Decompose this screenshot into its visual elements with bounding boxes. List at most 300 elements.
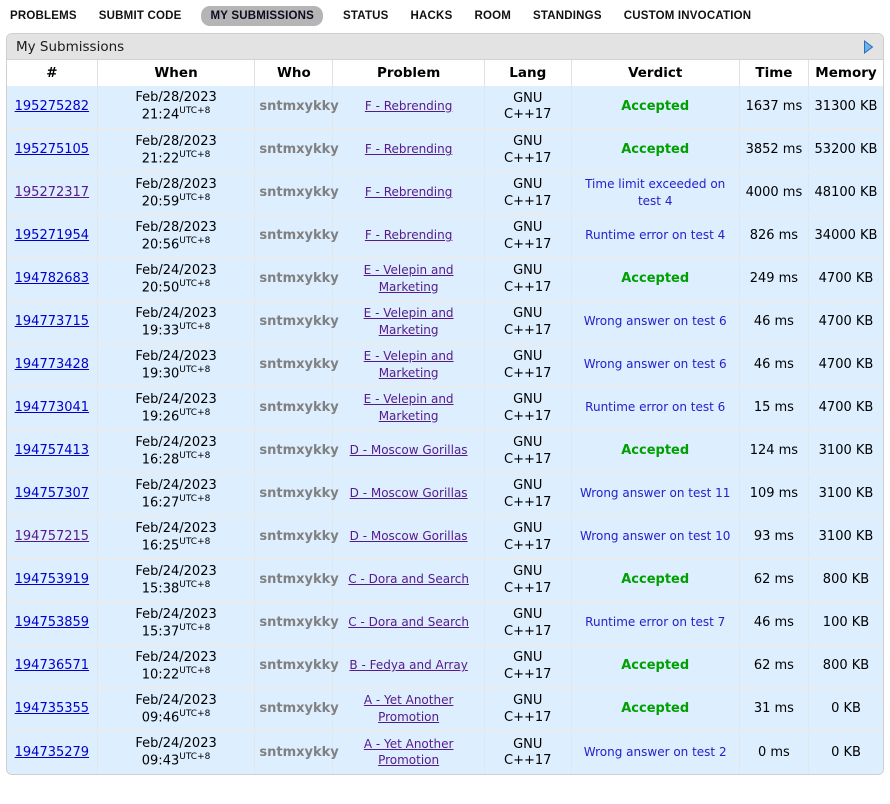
who-cell <box>255 258 339 301</box>
when-cell <box>97 129 255 172</box>
submission-time: $20:50^{UTC+8}$ <box>141 278 211 296</box>
column-header: # <box>46 65 58 81</box>
panel-caption <box>7 34 883 60</box>
submission-id-link[interactable]: 195275282 <box>14 98 90 114</box>
table-header-row <box>7 60 883 86</box>
exec-time-value: 4000 ms <box>745 185 803 201</box>
submission-date: Feb/24/2023 <box>135 736 217 752</box>
language-label: GNU C++17 <box>504 435 552 467</box>
verdict-cell <box>571 215 739 258</box>
submission-date: Feb/28/2023 <box>135 90 217 106</box>
verdict-cell <box>571 258 739 301</box>
time-cell <box>739 688 808 731</box>
submission-id-cell <box>7 731 97 774</box>
submission-id-cell <box>7 516 97 559</box>
table-row <box>7 215 883 258</box>
memory-value: 53200 KB <box>814 142 878 158</box>
submission-id-cell <box>7 301 97 344</box>
problem-link[interactable]: F - Rebrending <box>364 228 453 243</box>
language-label: GNU C++17 <box>504 349 552 381</box>
second-level-menu <box>0 0 890 31</box>
submission-id-cell <box>7 215 97 258</box>
submission-time: $15:37^{UTC+8}$ <box>141 622 211 640</box>
exec-time-value: 249 ms <box>749 271 799 287</box>
memory-cell <box>809 129 884 172</box>
verdict-cell <box>571 129 739 172</box>
nav-item[interactable]: HACKS <box>410 10 453 22</box>
lang-cell <box>484 215 571 258</box>
language-label: GNU C++17 <box>504 263 552 295</box>
time-cell <box>739 129 808 172</box>
memory-cell <box>809 731 884 774</box>
submission-date: Feb/24/2023 <box>135 348 217 364</box>
submission-time: $19:30^{UTC+8}$ <box>141 364 211 382</box>
memory-value: 0 KB <box>831 744 861 760</box>
submission-id-link[interactable]: 194757215 <box>14 529 90 545</box>
memory-cell <box>809 645 884 688</box>
who-cell <box>255 473 339 516</box>
submission-id-link[interactable]: 194773715 <box>14 314 90 330</box>
memory-value: 100 KB <box>822 615 870 631</box>
submission-date: Feb/24/2023 <box>135 563 217 579</box>
memory-value: 800 KB <box>822 658 870 674</box>
when-cell <box>97 172 255 215</box>
when-cell <box>97 258 255 301</box>
table-row <box>7 172 883 215</box>
who-cell <box>255 602 339 645</box>
verdict-label: Runtime error on test 6 <box>585 400 726 415</box>
verdict-cell <box>571 688 739 731</box>
language-label: GNU C++17 <box>504 607 552 639</box>
table-row <box>7 86 883 129</box>
verdict-label: Accepted <box>621 572 690 588</box>
verdict-cell <box>571 344 739 387</box>
time-cell <box>739 172 808 215</box>
nav-item[interactable]: CUSTOM INVOCATION <box>623 10 752 22</box>
exec-time-value: 62 ms <box>753 572 794 588</box>
user-link[interactable]: sntmxykky <box>259 486 339 502</box>
user-link[interactable]: sntmxykky <box>259 443 339 459</box>
who-cell <box>255 344 339 387</box>
user-link[interactable]: sntmxykky <box>259 701 339 717</box>
table-row <box>7 645 883 688</box>
who-cell <box>255 430 339 473</box>
language-label: GNU C++17 <box>504 650 552 682</box>
submission-time: $16:28^{UTC+8}$ <box>141 450 211 468</box>
column-header: When <box>97 60 255 86</box>
verdict-cell <box>571 559 739 602</box>
submission-id-cell <box>7 172 97 215</box>
submission-time: $09:46^{UTC+8}$ <box>141 708 211 726</box>
submission-id-link[interactable]: 194735279 <box>14 744 90 760</box>
when-cell <box>97 645 255 688</box>
user-link[interactable]: sntmxykky <box>259 142 339 158</box>
lang-cell <box>484 258 571 301</box>
user-link[interactable]: sntmxykky <box>259 615 339 631</box>
submission-id-link[interactable]: 194753919 <box>14 572 90 588</box>
submission-id-cell <box>7 645 97 688</box>
problem-link[interactable]: D - Moscow Gorillas <box>349 529 468 544</box>
time-cell <box>739 258 808 301</box>
time-cell <box>739 301 808 344</box>
exec-time-value: 46 ms <box>753 357 794 373</box>
user-link[interactable]: sntmxykky <box>259 314 339 330</box>
problem-link[interactable]: B - Fedya and Array <box>349 658 468 673</box>
when-cell <box>97 516 255 559</box>
time-cell <box>739 602 808 645</box>
exec-time-value: 3852 ms <box>745 142 803 158</box>
when-cell <box>97 559 255 602</box>
verdict-label: Accepted <box>621 658 690 674</box>
user-link[interactable]: sntmxykky <box>259 271 339 287</box>
verdict-cell <box>571 473 739 516</box>
memory-value: 4700 KB <box>818 314 874 330</box>
language-label: GNU C++17 <box>504 478 552 510</box>
submission-date: Feb/24/2023 <box>135 391 217 407</box>
lang-cell <box>484 559 571 602</box>
table-row <box>7 688 883 731</box>
language-label: GNU C++17 <box>504 564 552 596</box>
when-cell <box>97 602 255 645</box>
submission-date: Feb/24/2023 <box>135 606 217 622</box>
memory-cell <box>809 387 884 430</box>
submission-id-link[interactable]: 195271954 <box>14 228 90 244</box>
exec-time-value: 826 ms <box>749 228 799 244</box>
submission-id-cell <box>7 559 97 602</box>
column-header: Who <box>255 60 333 86</box>
problem-cell <box>333 258 485 301</box>
verdict-label: Accepted <box>621 443 690 459</box>
submission-id-cell <box>7 473 97 516</box>
submission-time: $21:24^{UTC+8}$ <box>141 106 211 123</box>
problem-cell <box>333 688 485 731</box>
time-cell <box>739 559 808 602</box>
language-label: GNU C++17 <box>504 177 552 209</box>
verdict-label: Runtime error on test 7 <box>585 615 726 630</box>
memory-cell <box>809 516 884 559</box>
lang-cell <box>484 86 571 129</box>
user-link[interactable]: sntmxykky <box>259 744 339 760</box>
language-label: GNU C++17 <box>504 392 552 424</box>
when-cell <box>97 215 255 258</box>
verdict-label: Accepted <box>621 142 690 158</box>
nav-item[interactable]: SUBMIT CODE <box>98 10 182 22</box>
submission-id-cell <box>7 344 97 387</box>
exec-time-value: 46 ms <box>753 615 794 631</box>
who-cell <box>255 86 339 129</box>
when-cell <box>97 86 255 129</box>
submission-date: Feb/24/2023 <box>135 262 217 278</box>
nav-item[interactable]: PROBLEMS <box>10 10 77 22</box>
verdict-cell <box>571 430 739 473</box>
memory-value: 4700 KB <box>818 271 874 287</box>
memory-cell <box>809 559 884 602</box>
submission-time: $10:22^{UTC+8}$ <box>141 665 211 683</box>
when-cell <box>97 473 255 516</box>
language-label: GNU C++17 <box>504 306 552 338</box>
column-header: Memory <box>809 60 884 86</box>
time-cell <box>739 473 808 516</box>
submission-id-cell <box>7 129 97 172</box>
memory-cell <box>809 344 884 387</box>
time-cell <box>739 387 808 430</box>
verdict-cell <box>571 731 739 774</box>
table-row <box>7 473 883 516</box>
submission-time: $20:56^{UTC+8}$ <box>141 235 211 253</box>
play-triangle-icon[interactable] <box>863 40 874 54</box>
user-link[interactable]: sntmxykky <box>259 357 339 373</box>
exec-time-value: 31 ms <box>753 701 794 717</box>
table-row <box>7 129 883 172</box>
exec-time-value: 62 ms <box>753 658 794 674</box>
submission-time: $09:43^{UTC+8}$ <box>141 752 211 769</box>
verdict-label: Accepted <box>621 701 690 717</box>
verdict-label: Accepted <box>621 271 690 287</box>
lang-cell <box>484 344 571 387</box>
panel-title: My Submissions <box>16 38 125 55</box>
problem-link[interactable]: A - Yet Another Promotion <box>363 693 454 724</box>
column-header: Lang <box>484 60 571 86</box>
table-row <box>7 430 883 473</box>
problem-link[interactable]: E - Velepin and Marketing <box>363 392 454 423</box>
submission-id-cell <box>7 258 97 301</box>
table-row <box>7 731 883 774</box>
exec-time-value: 1637 ms <box>745 98 803 114</box>
table-row <box>7 602 883 645</box>
time-cell <box>739 430 808 473</box>
table-row <box>7 301 883 344</box>
problem-cell <box>333 516 485 559</box>
problem-cell <box>333 86 485 129</box>
submission-id-link[interactable]: 195272317 <box>14 185 90 201</box>
problem-cell <box>333 559 485 602</box>
problem-cell <box>333 645 485 688</box>
nav-item[interactable]: STATUS <box>343 10 389 22</box>
lang-cell <box>484 387 571 430</box>
verdict-cell <box>571 172 739 215</box>
when-cell <box>97 430 255 473</box>
submissions-tbody <box>7 86 883 774</box>
submission-id-link[interactable]: 194736571 <box>14 658 90 674</box>
column-header: Time <box>739 60 808 86</box>
user-link[interactable]: sntmxykky <box>259 658 339 674</box>
problem-cell <box>333 387 485 430</box>
language-label: GNU C++17 <box>504 693 552 725</box>
submission-date: Feb/24/2023 <box>135 692 217 708</box>
table-row <box>7 387 883 430</box>
submission-id-link[interactable]: 194735355 <box>14 701 90 717</box>
language-label: GNU C++17 <box>504 134 552 166</box>
verdict-label: Wrong answer on test 6 <box>583 314 727 329</box>
memory-cell <box>809 215 884 258</box>
problem-cell <box>333 215 485 258</box>
column-header: Verdict <box>571 60 739 86</box>
problem-link[interactable]: A - Yet Another Promotion <box>363 736 454 767</box>
submission-time: $19:33^{UTC+8}$ <box>141 321 211 339</box>
memory-cell <box>809 602 884 645</box>
lang-cell <box>484 688 571 731</box>
verdict-label: Wrong answer on test 10 <box>579 529 731 544</box>
exec-time-value: 46 ms <box>753 314 794 330</box>
verdict-label: Time limit exceeded on test 4 <box>585 177 726 208</box>
verdict-cell <box>571 86 739 129</box>
table-row <box>7 516 883 559</box>
problem-link[interactable]: E - Velepin and Marketing <box>363 306 454 337</box>
memory-value: 48100 KB <box>814 185 878 201</box>
nav-item[interactable]: MY SUBMISSIONS <box>201 6 323 26</box>
problem-cell <box>333 473 485 516</box>
verdict-cell <box>571 301 739 344</box>
who-cell <box>255 559 339 602</box>
problem-link[interactable]: D - Moscow Gorillas <box>349 443 468 458</box>
submission-date: Feb/28/2023 <box>135 176 217 192</box>
submission-date: Feb/28/2023 <box>135 133 217 149</box>
user-link[interactable]: sntmxykky <box>259 572 339 588</box>
lang-cell <box>484 172 571 215</box>
lang-cell <box>484 516 571 559</box>
user-link[interactable]: sntmxykky <box>259 529 339 545</box>
problem-cell <box>333 344 485 387</box>
who-cell <box>255 688 339 731</box>
submission-time: $16:25^{UTC+8}$ <box>141 536 211 554</box>
table-row <box>7 258 883 301</box>
when-cell <box>97 301 255 344</box>
submission-id-link[interactable]: 194753859 <box>14 615 90 631</box>
submission-time: $19:26^{UTC+8}$ <box>141 407 211 425</box>
memory-cell <box>809 301 884 344</box>
problem-link[interactable]: F - Rebrending <box>364 142 453 157</box>
submission-time: $20:59^{UTC+8}$ <box>141 192 211 210</box>
lang-cell <box>484 602 571 645</box>
memory-value: 3100 KB <box>818 486 874 502</box>
submission-date: Feb/28/2023 <box>135 219 217 235</box>
table-row <box>7 344 883 387</box>
who-cell <box>255 301 339 344</box>
nav-item[interactable]: STANDINGS <box>533 10 602 22</box>
submission-id-link[interactable]: 194773428 <box>14 357 90 373</box>
memory-cell <box>809 688 884 731</box>
verdict-label: Wrong answer on test 11 <box>579 486 731 501</box>
exec-time-value: 0 ms <box>757 744 790 760</box>
when-cell <box>97 688 255 731</box>
who-cell <box>255 645 339 688</box>
lang-cell <box>484 301 571 344</box>
verdict-cell <box>571 516 739 559</box>
submission-id-link[interactable]: 194757307 <box>14 486 90 502</box>
problem-link[interactable]: E - Velepin and Marketing <box>363 263 454 294</box>
lang-cell <box>484 473 571 516</box>
problem-cell <box>333 301 485 344</box>
verdict-cell <box>571 602 739 645</box>
verdict-cell <box>571 387 739 430</box>
submission-time: $16:27^{UTC+8}$ <box>141 493 211 511</box>
submission-id-cell <box>7 430 97 473</box>
time-cell <box>739 86 808 129</box>
when-cell <box>97 387 255 430</box>
verdict-label: Accepted <box>621 98 690 114</box>
column-header: Problem <box>333 60 485 86</box>
user-link[interactable]: sntmxykky <box>259 228 339 244</box>
submission-id-link[interactable]: 194757413 <box>14 443 90 459</box>
memory-value: 4700 KB <box>818 400 874 416</box>
who-cell <box>255 129 339 172</box>
time-cell <box>739 731 808 774</box>
submission-id-link[interactable]: 194782683 <box>14 271 90 287</box>
problem-cell <box>333 172 485 215</box>
memory-cell <box>809 430 884 473</box>
language-label: GNU C++17 <box>504 521 552 553</box>
when-cell <box>97 344 255 387</box>
problem-link[interactable]: C - Dora and Search <box>348 615 469 630</box>
memory-value: 4700 KB <box>818 357 874 373</box>
memory-cell <box>809 258 884 301</box>
verdict-label: Runtime error on test 4 <box>585 228 726 243</box>
exec-time-value: 93 ms <box>753 529 794 545</box>
user-link[interactable]: sntmxykky <box>259 400 339 416</box>
problem-link[interactable]: E - Velepin and Marketing <box>363 349 454 380</box>
time-cell <box>739 344 808 387</box>
lang-cell <box>484 129 571 172</box>
memory-cell <box>809 86 884 129</box>
problem-link[interactable]: F - Rebrending <box>364 98 453 113</box>
who-cell <box>255 516 339 559</box>
submission-id-cell <box>7 688 97 731</box>
memory-value: 3100 KB <box>818 529 874 545</box>
submission-id-link[interactable]: 195275105 <box>14 142 90 158</box>
user-link[interactable]: sntmxykky <box>259 185 339 201</box>
memory-cell <box>809 172 884 215</box>
problem-link[interactable]: F - Rebrending <box>364 185 453 200</box>
memory-value: 800 KB <box>822 572 870 588</box>
my-submissions-panel <box>6 33 884 775</box>
problem-link[interactable]: D - Moscow Gorillas <box>349 486 468 501</box>
who-cell <box>255 731 339 774</box>
language-label: GNU C++17 <box>504 220 552 252</box>
problem-link[interactable]: C - Dora and Search <box>348 572 469 587</box>
user-link[interactable]: sntmxykky <box>259 98 339 114</box>
problem-cell <box>333 731 485 774</box>
submissions-table <box>7 60 883 774</box>
verdict-label: Wrong answer on test 6 <box>583 357 727 372</box>
verdict-cell <box>571 645 739 688</box>
exec-time-value: 15 ms <box>753 400 794 416</box>
lang-cell <box>484 645 571 688</box>
time-cell <box>739 516 808 559</box>
nav-item[interactable]: ROOM <box>474 10 512 22</box>
submission-id-cell <box>7 387 97 430</box>
exec-time-value: 124 ms <box>749 443 799 459</box>
lang-cell <box>484 430 571 473</box>
who-cell <box>255 215 339 258</box>
submission-date: Feb/24/2023 <box>135 520 217 536</box>
exec-time-value: 109 ms <box>749 486 799 502</box>
language-label: GNU C++17 <box>504 90 552 122</box>
memory-cell <box>809 473 884 516</box>
who-cell <box>255 172 339 215</box>
memory-value: 0 KB <box>831 701 861 717</box>
submission-date: Feb/24/2023 <box>135 434 217 450</box>
submission-date: Feb/24/2023 <box>135 305 217 321</box>
memory-value: 31300 KB <box>814 98 878 114</box>
memory-value: 34000 KB <box>814 228 878 244</box>
lang-cell <box>484 731 571 774</box>
submission-id-link[interactable]: 194773041 <box>14 400 90 416</box>
memory-value: 3100 KB <box>818 443 874 459</box>
submission-time: $15:38^{UTC+8}$ <box>141 579 211 597</box>
submission-date: Feb/24/2023 <box>135 649 217 665</box>
verdict-label: Wrong answer on test 2 <box>583 744 727 759</box>
time-cell <box>739 645 808 688</box>
